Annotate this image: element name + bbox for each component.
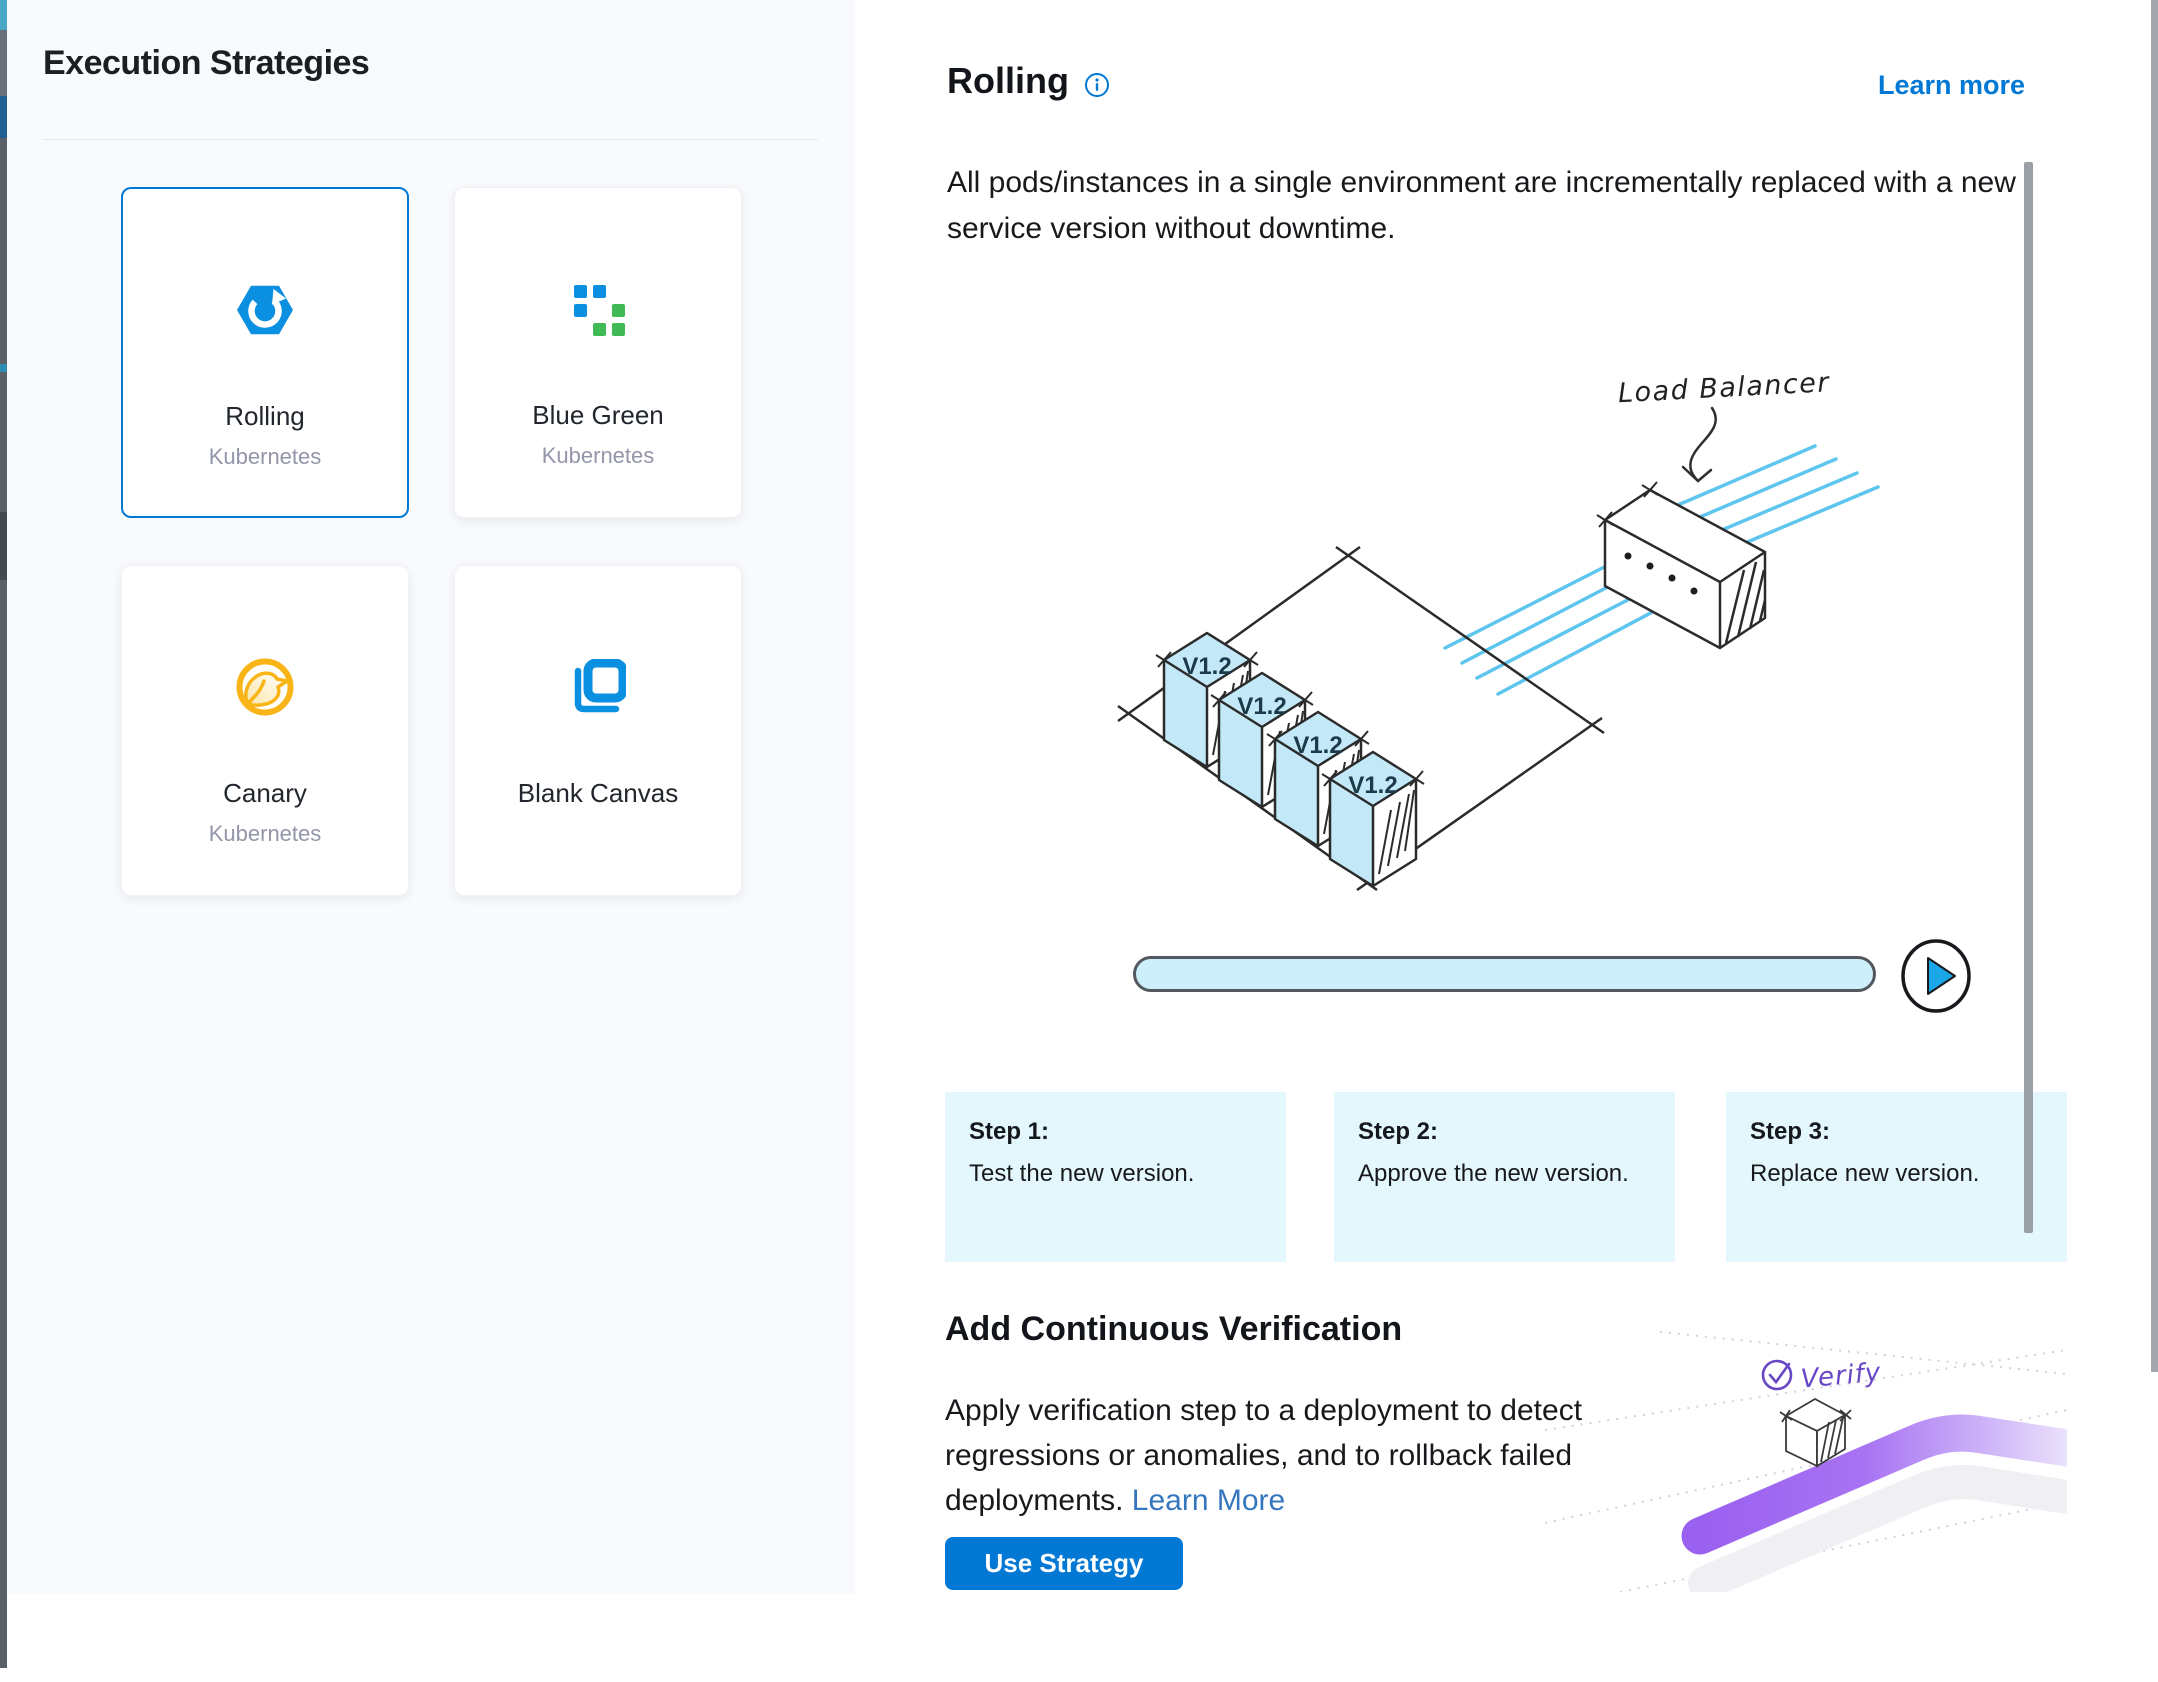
load-balancer-box (1597, 482, 1765, 648)
strategy-subtitle: Kubernetes (541, 443, 655, 468)
verification-learn-more-link[interactable]: Learn More (1131, 1484, 1286, 1517)
step-title: Step 2: (1358, 1118, 1439, 1145)
blue-green-icon (572, 280, 625, 338)
verification-text: Apply verification step to a deployment to detect regressions or anomalies, and to rollback failed deployments. (945, 1394, 1583, 1517)
step-card-1 (945, 1092, 1286, 1262)
verify-label: Verify (1799, 1357, 1883, 1395)
canary-icon (235, 658, 295, 716)
verify-check-icon (1763, 1361, 1791, 1389)
info-icon[interactable] (1084, 72, 1110, 103)
page-behind-modal-edge (0, 0, 7, 1682)
detail-scrollbar-thumb[interactable] (2024, 162, 2033, 1233)
verification-body (945, 1388, 1585, 1523)
strategy-card-blank-canvas[interactable] (454, 565, 742, 896)
strategy-description: All pods/instances in a single environment are incrementally replaced with a new service version without downtime. (947, 166, 2016, 245)
animation-progress-bar[interactable] (1133, 956, 1876, 992)
strategy-card-blue-green[interactable] (454, 187, 742, 518)
window-scrollbar-thumb[interactable] (2151, 0, 2158, 1372)
blank-canvas-icon (570, 658, 626, 716)
learn-more-link[interactable]: Learn more (1878, 70, 2026, 100)
pod-version-label: V1.2 (1182, 653, 1232, 680)
step-title: Step 3: (1750, 1118, 1831, 1145)
pod-version-label: V1.2 (1293, 732, 1343, 759)
rolling-icon (237, 281, 293, 339)
strategy-name: Canary (223, 778, 307, 808)
pod-version-label: V1.2 (1348, 772, 1398, 799)
pod-cube (1322, 752, 1424, 886)
step-card-3 (1726, 1092, 2067, 1262)
strategy-name: Rolling (225, 401, 305, 431)
step-text: Approve the new version. (1358, 1160, 1629, 1187)
strategy-subtitle: Kubernetes (208, 821, 322, 846)
step-text: Replace new version. (1750, 1160, 1980, 1187)
strategy-card-canary[interactable] (121, 565, 409, 896)
use-strategy-button[interactable]: Use Strategy (945, 1537, 1183, 1590)
play-button[interactable] (1899, 938, 1973, 1014)
verification-illustration (1540, 1325, 2067, 1592)
step-title: Step 1: (969, 1118, 1050, 1145)
strategy-name: Blank Canvas (517, 778, 679, 808)
load-balancer-label: Load Balancer (1617, 367, 1831, 410)
rolling-deployment-illustration (945, 285, 2075, 945)
step-card-2 (1334, 1092, 1675, 1262)
detail-title: Rolling (947, 60, 1069, 101)
pod-version-label: V1.2 (1237, 693, 1287, 720)
strategy-subtitle: Kubernetes (208, 444, 322, 469)
strategy-card-rolling[interactable] (121, 187, 409, 518)
verification-heading: Add Continuous Verification (945, 1310, 1403, 1348)
step-text: Test the new version. (969, 1160, 1195, 1187)
strategy-name: Blue Green (532, 400, 664, 430)
page-title: Execution Strategies (43, 44, 370, 82)
divider (43, 139, 818, 140)
